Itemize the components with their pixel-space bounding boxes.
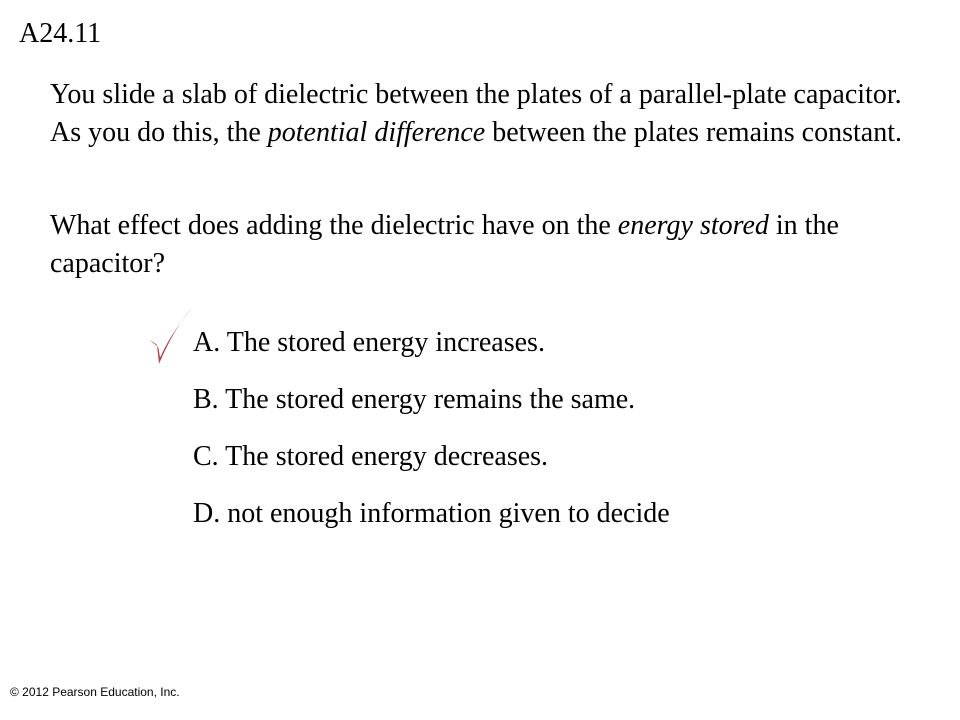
question-text: What effect does adding the dielectric have on the xyxy=(50,210,618,241)
question-text: in the capacitor? xyxy=(50,210,839,279)
question-paragraph-1 xyxy=(50,76,910,152)
option-a[interactable]: A. The stored energy increases. xyxy=(193,327,545,358)
copyright-notice: © 2012 Pearson Education, Inc. xyxy=(10,685,180,699)
option-c[interactable]: C. The stored energy decreases. xyxy=(193,441,549,472)
slide-id: A24.11 xyxy=(19,18,102,49)
question-text: You slide a slab of dielectric between the plates of a parallel-plate capacitor. As you do this, the xyxy=(50,79,902,148)
emphasis-energy-stored: energy stored xyxy=(617,210,769,241)
question-paragraph-2 xyxy=(50,207,910,283)
question-text: between the plates remains constant. xyxy=(485,117,902,148)
option-b[interactable]: B. The stored energy remains the same. xyxy=(193,384,636,415)
checkmark-icon xyxy=(146,306,194,370)
answer-options xyxy=(193,325,670,553)
emphasis-potential-difference: potential difference xyxy=(267,117,486,148)
option-d[interactable]: D. not enough information given to decide xyxy=(193,498,670,529)
